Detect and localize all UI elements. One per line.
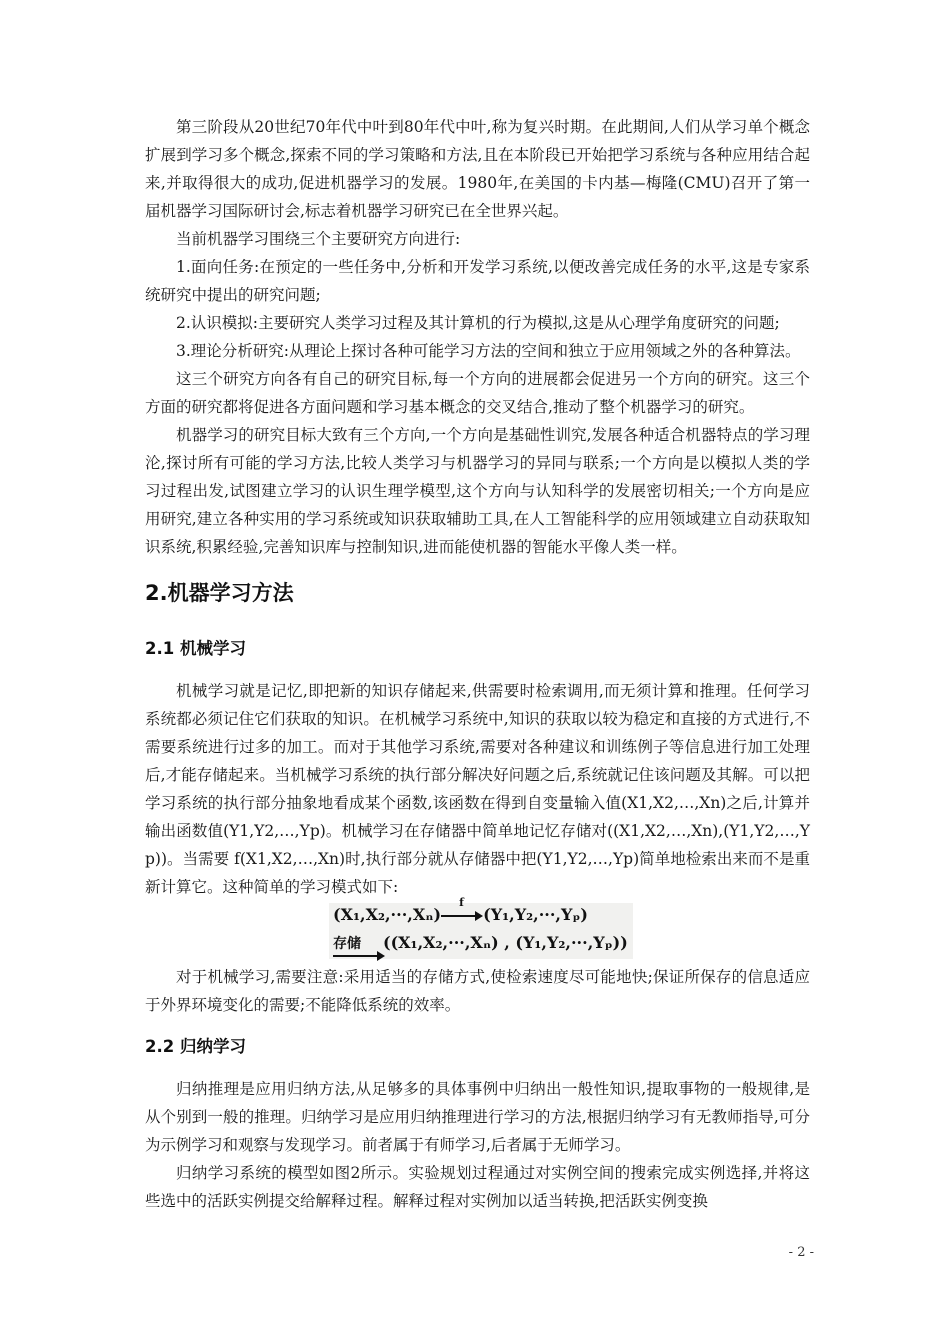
paragraph-cognitive-simulation: 2.认识模拟:主要研究人类学习过程及其计算机的行为模拟,这是从心理学角度研究的问题; (176, 314, 780, 332)
formula-output-tuple: (Y₁,Y₂,···,Yₚ) (483, 905, 588, 924)
formula-store-label: 存储 (333, 933, 361, 953)
page-content (145, 113, 810, 1215)
formula-input-tuple: (X₁,X₂,···,Xₙ) (333, 905, 442, 924)
formula-container (145, 895, 810, 963)
formula-arrow-label: f (459, 895, 464, 909)
subsection-heading-inductive-learning: 2.2 归纳学习 (145, 1037, 246, 1056)
paragraph-task-oriented: 1.面向任务:在预定的一些任务中,分析和开发学习系统,以便改善完成任务的水平,这是专家系统研究中提出的研究问题; (145, 258, 810, 304)
page-number: - 2 - (788, 1245, 814, 1260)
formula-arrow-icon (441, 895, 483, 922)
formula-stored-pair: ((X₁,X₂,···,Xₙ) , (Y₁,Y₂,···,Yₚ)) (383, 933, 628, 952)
section-heading-ml-methods: 2.机器学习方法 (145, 581, 294, 605)
formula-line-function (333, 895, 588, 924)
paragraph-inductive-model: 归纳学习系统的模型如图2所示。实验规划过程通过对实例空间的搜索完成实例选择,并将这些选中的活跃实例提交给解释过程。解释过程对实例加以适当转换,把活跃实例变换 (145, 1164, 810, 1210)
paragraph-revival-period: 第三阶段从20世纪70年代中叶到80年代中叶,称为复兴时期。在此期间,人们从学习单个概念扩展到学习多个概念,探索不同的学习策略和方法,且在本阶段已开始把学习系统与各种应用结合起来,并取得很大的成功,促进机器学习的发展。1980年,在美国的卡内基—梅隆(CMU)召开了第一届机器学习国际研讨会,标志着机器学习研究已在全世界兴起。 (145, 118, 810, 220)
paragraph-inductive-reasoning: 归纳推理是应用归纳方法,从足够多的具体事例中归纳出一般性知识,提取事物的一般规律,是从个别到一般的推理。归纳学习是应用归纳推理进行学习的方法,根据归纳学习有无教师指导,可分为示例学习和观察与发现学习。前者属于有师学习,后者属于无师学习。 (145, 1080, 810, 1154)
paragraph-rote-learning: 机械学习就是记忆,即把新的知识存储起来,供需要时检索调用,而无须计算和推理。任何学习系统都必须记住它们获取的知识。在机械学习系统中,知识的获取以较为稳定和直接的方式进行,不需要系统进行过多的加工。而对于其他学习系统,需要对各种建议和训练例子等信息进行加工处理后,才能存储起来。当机械学习系统的执行部分解决好问题之后,系统就记住该问题及其解。可以把学习系统的执行部分抽象地看成某个函数,该函数在得到自变量输入值(X1,X2,…,Xn)之后,计算并输出函数值(Y1,Y2,…,Yp)。机械学习在存储器中简单地记忆存储对((X1,X2,…,Xn),(Y1,Y2,…,Yp))。当需要 f(X1,X2,…,Xn)时,执行部分就从存储器中把(Y1,Y2,…,Yp)简单地检索出来而不是重新计算它。这种简单的学习模式如下: (145, 682, 810, 896)
store-arrow-icon (333, 951, 385, 961)
paragraph-theoretical-analysis: 3.理论分析研究:从理论上探讨各种可能学习方法的空间和独立于应用领域之外的各种算法。 (176, 342, 801, 360)
rote-learning-formula-image (329, 895, 633, 959)
paragraph-directions-summary: 这三个研究方向各有自己的研究目标,每一个方向的进展都会促进另一个方向的研究。这三个方面的研究都将促进各方面问题和学习基本概念的交叉结合,推动了整个机器学习的研究。 (145, 370, 810, 416)
paragraph-research-goals: 机器学习的研究目标大致有三个方向,一个方向是基础性训究,发展各种适合机器特点的学习理沦,探讨所有可能的学习方法,比较人类学习与机器学习的异同与联系;一个方向是以模拟人类的学习过程出发,试图建立学习的认识生理学模型,这个方向与认知科学的发展密切相关;一个方向是应用研究,建立各种实用的学习系统或知识获取辅助工具,在人工智能科学的应用领域建立自动获取知识系统,积累经验,完善知识库与控制知识,进而能使机器的智能水平像人类一样。 (145, 426, 810, 556)
formula-line-store (333, 933, 628, 953)
subsection-heading-rote-learning: 2.1 机械学习 (145, 639, 246, 658)
paragraph-research-directions-intro: 当前机器学习围绕三个主要研究方向进行: (176, 230, 461, 248)
paragraph-rote-learning-notes: 对于机械学习,需要注意:采用适当的存储方式,使检索速度尽可能地快;保证所保存的信息适应于外界环境变化的需要;不能降低系统的效率。 (145, 968, 810, 1014)
